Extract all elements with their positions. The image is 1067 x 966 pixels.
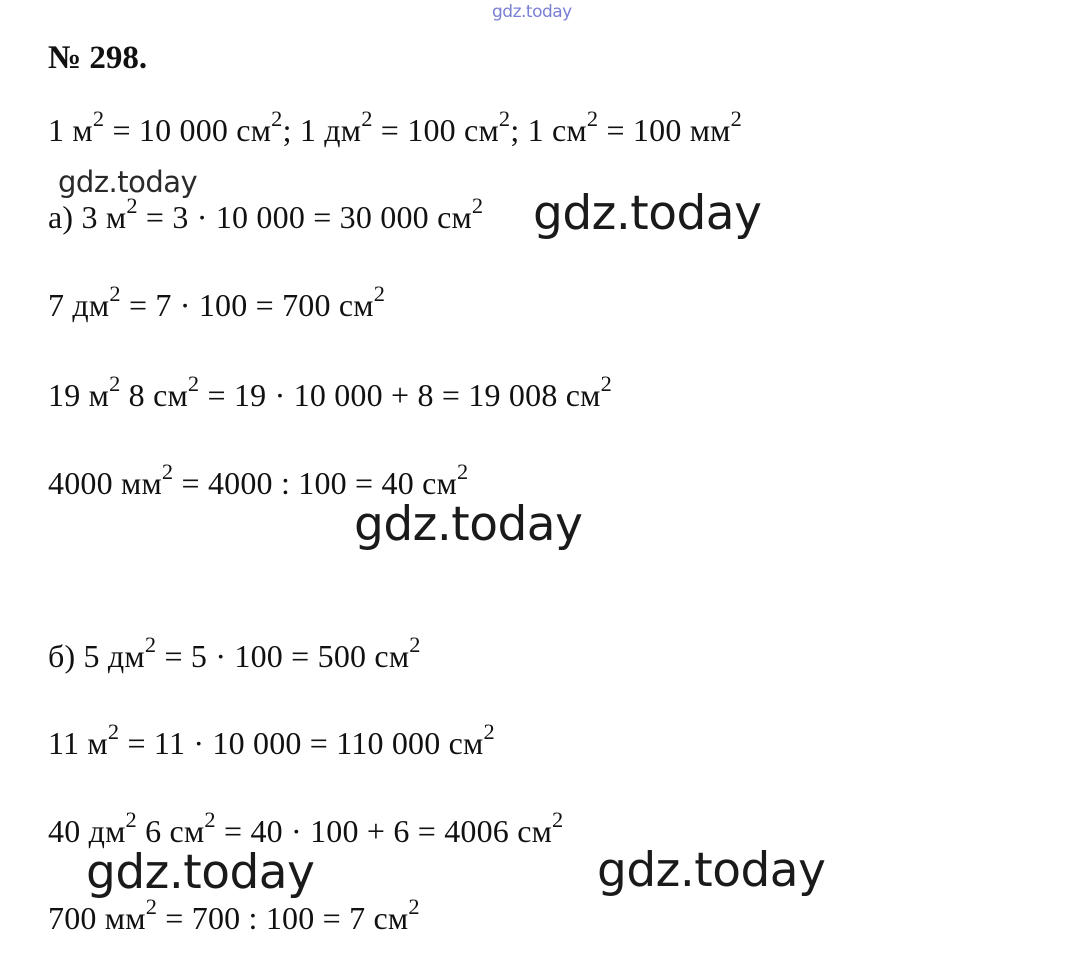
- watermark-large-1: gdz.today: [533, 186, 762, 241]
- text-part: 6 см: [136, 813, 205, 849]
- text-part: 11 м: [48, 725, 108, 761]
- text-part: 1 м: [48, 112, 93, 148]
- text-part: 40 дм: [48, 813, 126, 849]
- watermark-large-3: gdz.today: [86, 845, 315, 900]
- exponent: 2: [456, 458, 469, 484]
- text-part: = 100 см: [372, 112, 499, 148]
- text-part: = 4000 : 100 = 40 см: [173, 465, 457, 501]
- solution-line-a1: [48, 192, 484, 236]
- exponent: 2: [109, 370, 121, 396]
- text-part: = 10 000 см: [104, 112, 272, 148]
- exponent: 2: [126, 192, 138, 218]
- exponent: 2: [498, 105, 511, 131]
- text-part: = 5 · 100 = 500 см: [156, 638, 410, 674]
- exponent: 2: [109, 280, 121, 306]
- exponent: 2: [408, 893, 420, 919]
- text-part: 8 см: [120, 377, 188, 413]
- text-part: 7 дм: [48, 287, 110, 323]
- text-part: б) 5 дм: [48, 638, 145, 674]
- text-part: 700 мм: [48, 900, 146, 936]
- exponent: 2: [187, 370, 200, 396]
- exponent: 2: [600, 370, 612, 396]
- text-part: = 40 · 100 + 6 = 4006 см: [215, 813, 553, 849]
- solution-line-b2: [48, 718, 495, 762]
- text-part: = 100 мм: [598, 112, 731, 148]
- conversion-reference-line: [48, 105, 743, 149]
- exponent: 2: [161, 458, 174, 484]
- text-part: = 19 · 10 000 + 8 = 19 008 см: [199, 377, 601, 413]
- text-part: а) 3 м: [48, 199, 127, 235]
- exponent: 2: [586, 105, 599, 131]
- exponent: 2: [271, 105, 283, 131]
- exponent: 2: [204, 806, 216, 832]
- exponent: 2: [145, 893, 158, 919]
- text-part: = 3 · 10 000 = 30 000 см: [137, 199, 472, 235]
- watermark-small: gdz.today: [58, 165, 198, 199]
- text-part: = 700 : 100 = 7 см: [157, 900, 409, 936]
- exponent: 2: [471, 192, 484, 218]
- watermark-large-2: gdz.today: [354, 497, 583, 552]
- exponent: 2: [144, 631, 157, 657]
- exponent: 2: [107, 718, 120, 744]
- exponent: 2: [483, 718, 495, 744]
- text-part: 19 м: [48, 377, 110, 413]
- text-part: = 7 · 100 = 700 см: [120, 287, 374, 323]
- exponent: 2: [125, 806, 137, 832]
- solution-line-a2: [48, 280, 386, 324]
- problem-number: № 298.: [48, 40, 148, 76]
- solution-line-b1: [48, 631, 421, 675]
- watermark-top: gdz.today: [492, 2, 572, 22]
- exponent: 2: [92, 105, 105, 131]
- exponent: 2: [373, 280, 386, 306]
- text-part: 4000 мм: [48, 465, 162, 501]
- text-part: ; 1 см: [510, 112, 587, 148]
- exponent: 2: [409, 631, 421, 657]
- watermark-large-4: gdz.today: [597, 843, 826, 898]
- exponent: 2: [361, 105, 373, 131]
- text-part: = 11 · 10 000 = 110 000 см: [119, 725, 484, 761]
- exponent: 2: [552, 806, 564, 832]
- exponent: 2: [730, 105, 743, 131]
- text-part: ; 1 дм: [282, 112, 362, 148]
- solution-line-b4: [48, 893, 420, 937]
- solution-line-a3: [48, 370, 612, 414]
